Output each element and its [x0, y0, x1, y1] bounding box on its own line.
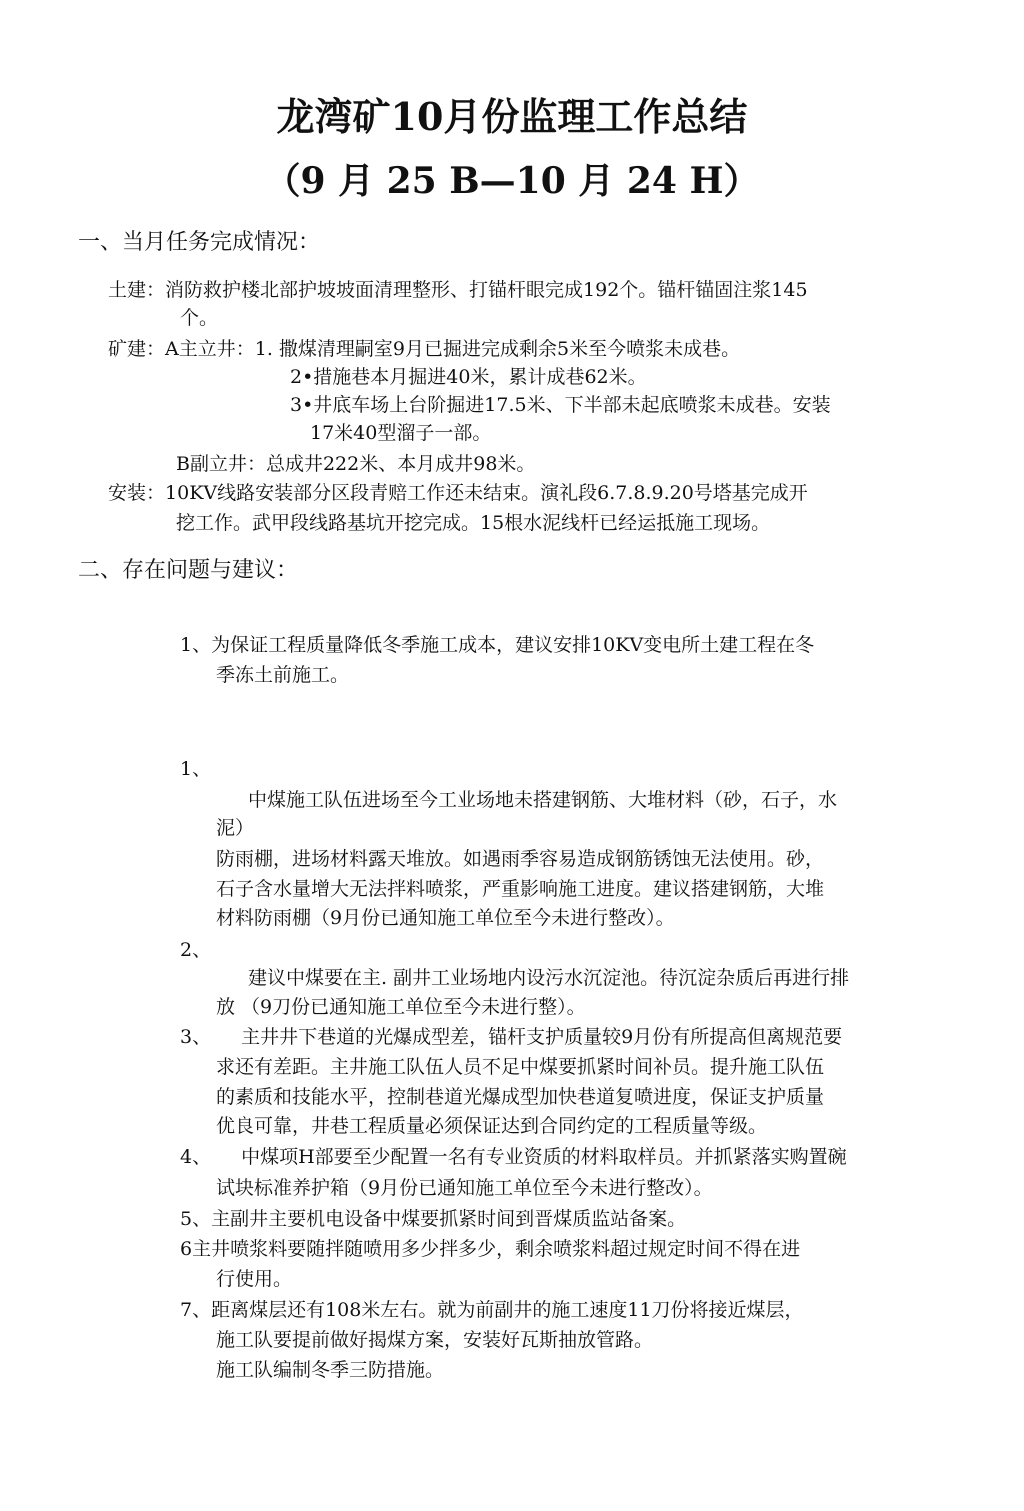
issue-4-line-4: 优良可靠，井巷工程质量必须保证达到合同约定的工程质量等级。	[216, 1115, 768, 1137]
issue-7-line-1: 6主井喷浆料要随拌随喷用多少拌多少，剩余喷浆料超过规定时间不得在进	[180, 1238, 801, 1260]
document-title: 龙湾矿10月份监理工作总结	[276, 94, 748, 139]
issue-2-line-2: 泥）	[216, 817, 255, 839]
issue-5-text: 中煤项H部要至少配置一名有专业资质的材料取样员。并抓紧落实购置碗	[241, 1146, 847, 1168]
a-shaft-label: A主立井：	[165, 338, 255, 360]
kuangjian-item-3-line-2: 17米40型溜子一部。	[310, 422, 492, 444]
b-shaft-line: B副立井：总成井222米、本月成井98米。	[176, 453, 536, 475]
tujian-label: 土建：	[108, 279, 166, 301]
document-date-range: （9 月 25 B—10 月 24 H）	[264, 160, 760, 202]
anzhuang-text: 10KV线路安装部分区段青赔工作还未结束。演礼段6.7.8.9.20号塔基完成开	[165, 482, 808, 504]
issue-8-line-3: 施工队编制冬季三防措施。	[216, 1359, 445, 1381]
issue-3-line-2: 放 （9刀份已通知施工单位至今未进行整）。	[216, 996, 586, 1018]
issue-7-line-2: 行使用。	[216, 1268, 293, 1290]
issue-3-line-1: 建议中煤要在主. 副井工业场地内设污水沉淀池。待沉淀杂质后再进行排	[248, 967, 850, 989]
issue-4-line-1	[180, 1024, 842, 1050]
tujian-text: 消防救护楼北部护坡坡面清理整形、打锚杆眼完成192个。锚杆锚固注浆145	[165, 279, 808, 301]
issue-2-line-5: 材料防雨棚（9月份已通知施工单位至今未进行整改）。	[216, 907, 675, 929]
issue-8-line-1: 7、距离煤层还有108米左右。就为前副井的施工速度11刀份将接近煤层，	[180, 1299, 804, 1321]
issue-4-number: 3、	[180, 1026, 212, 1048]
kuangjian-item-1: 1. 撒煤清理嗣室9月已掘进完成剩余5米至今喷浆未成巷。	[254, 338, 741, 360]
section-heading-tasks: 一、当月任务完成情况：	[78, 230, 321, 255]
tujian-line-1	[108, 277, 808, 303]
issue-8-line-2: 施工队要提前做好揭煤方案，安装好瓦斯抽放管路。	[216, 1329, 654, 1351]
kuangjian-label: 矿建：	[108, 338, 166, 360]
issue-2-line-3: 防雨棚，进场材料露天堆放。如遇雨季容易造成钢筋锈蚀无法使用。砂，	[216, 848, 825, 870]
kuangjian-line-1	[108, 336, 740, 362]
issue-2-number: 1、	[180, 758, 212, 780]
anzhuang-label: 安装：	[108, 482, 166, 504]
tujian-line-2: 个。	[180, 307, 219, 329]
issue-4-text: 主井井下巷道的光爆成型差，锚杆支护质量较9月份有所提高但离规范要	[241, 1026, 843, 1048]
issue-4-line-2: 求还有差距。主井施工队伍人员不足中煤要抓紧时间补员。提升施工队伍	[216, 1056, 825, 1078]
kuangjian-item-3-line-1: 3•井底车场上台阶掘进17.5米、下半部未起底喷浆未成巷。安装	[290, 394, 831, 416]
anzhuang-line-1	[108, 480, 808, 506]
kuangjian-item-2: 2•措施巷本月掘进40米，累计成巷62米。	[290, 366, 647, 388]
issue-5-number: 4、	[180, 1146, 212, 1168]
issue-6-line-1: 5、主副井主要机电设备中煤要抓紧时间到晋煤质监站备案。	[180, 1208, 687, 1230]
issue-2-line-1: 中煤施工队伍进场至今工业场地未搭建钢筋、大堆材料（砂，石子，水	[248, 789, 838, 811]
issue-4-line-3: 的素质和技能水平，控制巷道光爆成型加快巷道复喷进度，保证支护质量	[216, 1086, 825, 1108]
issue-5-line-2: 试块标准养护箱（9月份已通知施工单位至今未进行整改）。	[216, 1177, 713, 1199]
issue-1-line-2: 季冻土前施工。	[216, 664, 350, 686]
issue-1-line-1: 1、为保证工程质量降低冬季施工成本，建议安排10KV变电所土建工程在冬	[180, 634, 815, 656]
issue-3-number: 2、	[180, 939, 212, 961]
issue-5-line-1	[180, 1144, 847, 1170]
issue-2-line-4: 石子含水量增大无法拌料喷浆，严重影响施工进度。建议搭建钢筋，大堆	[216, 878, 825, 900]
anzhuang-line-2: 挖工作。武甲段线路基坑开挖完成。15根水泥线杆已经运抵施工现场。	[176, 512, 771, 534]
section-heading-issues: 二、存在问题与建议：	[78, 558, 299, 583]
